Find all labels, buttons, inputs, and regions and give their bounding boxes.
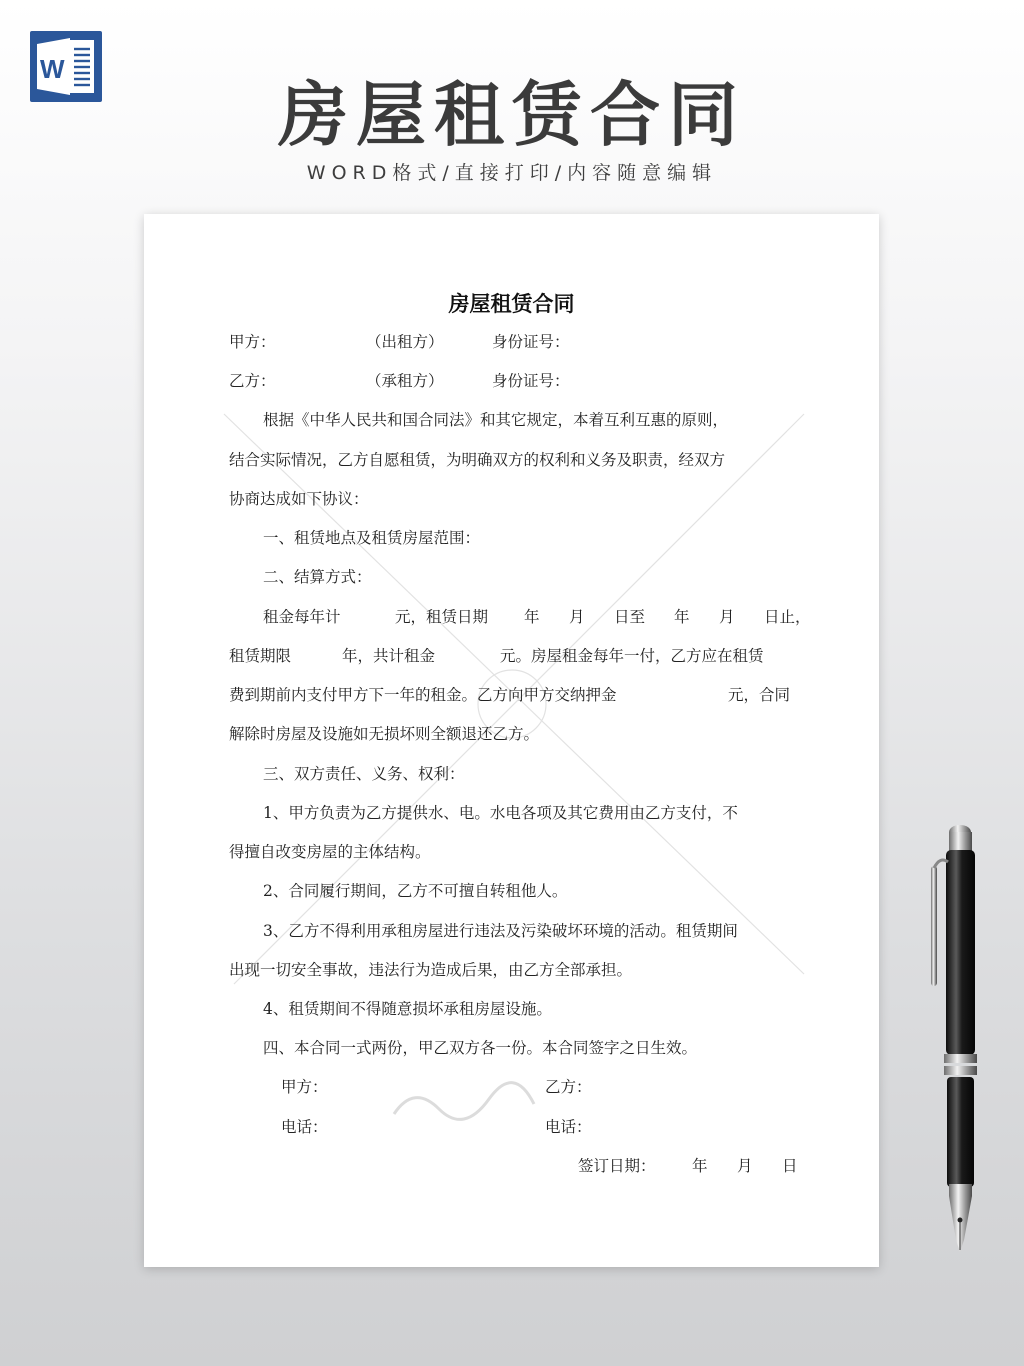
section-3-heading: 三、双方责任、义务、权利： bbox=[263, 765, 465, 783]
signature-party-b: 乙方： bbox=[545, 1078, 592, 1096]
clause-4: 4、租赁期间不得随意损坏承租房屋设施。 bbox=[263, 1000, 552, 1018]
party-a-role: （出租方） bbox=[366, 333, 444, 351]
payment-text: 年，共计租金 bbox=[342, 647, 436, 665]
word-icon-letter: W bbox=[40, 54, 65, 84]
party-b-label: 乙方： bbox=[229, 372, 276, 390]
hero-subtitle: WORD格式/直接打印/内容随意编辑 bbox=[306, 162, 718, 184]
signature-phone-b: 电话： bbox=[545, 1118, 592, 1136]
party-a-label: 甲方： bbox=[229, 333, 276, 351]
payment-text: 月 bbox=[719, 608, 735, 626]
payment-text: 费到期前内支付甲方下一年的租金。乙方向甲方交纳押金 bbox=[229, 686, 617, 704]
payment-text: 月 bbox=[569, 608, 585, 626]
payment-text: 日止， bbox=[764, 608, 811, 626]
section-1-heading: 一、租赁地点及租赁房屋范围： bbox=[263, 529, 481, 547]
sign-date-label: 签订日期： bbox=[578, 1157, 656, 1175]
payment-text: 租赁期限 bbox=[229, 647, 292, 665]
hero-title: 房屋租赁合同 bbox=[278, 74, 746, 156]
payment-text: 解除时房屋及设施如无损坏则全额退还乙方。 bbox=[229, 725, 540, 743]
party-a-id-label: 身份证号： bbox=[492, 333, 570, 351]
clause-1: 1、甲方负责为乙方提供水、电。水电各项及其它费用由乙方支付，不 bbox=[263, 804, 738, 822]
payment-text: 元，租赁日期 bbox=[395, 608, 489, 626]
document-page bbox=[144, 214, 879, 1267]
sign-date-day: 日 bbox=[782, 1157, 798, 1175]
payment-text: 年 bbox=[674, 608, 690, 626]
payment-text: 租金每年计 bbox=[263, 608, 341, 626]
intro-line-2: 结合实际情况，乙方自愿租赁，为明确双方的权利和义务及职责，经双方 bbox=[229, 451, 726, 469]
sign-date-year: 年 bbox=[692, 1157, 708, 1175]
payment-text: 日至 bbox=[614, 608, 646, 626]
party-b-role: （承租方） bbox=[366, 372, 444, 390]
signature-party-a: 甲方： bbox=[281, 1078, 328, 1096]
intro-line-1: 根据《中华人民共和国合同法》和其它规定，本着互利互惠的原则， bbox=[263, 411, 729, 429]
signature-phone-a: 电话： bbox=[281, 1118, 328, 1136]
payment-text: 元。房屋租金每年一付，乙方应在租赁 bbox=[500, 647, 764, 665]
section-2-heading: 二、结算方式： bbox=[263, 568, 372, 586]
clause-3-cont: 出现一切安全事故，违法行为造成后果，由乙方全部承担。 bbox=[229, 961, 633, 979]
clause-2: 2、合同履行期间，乙方不可擅自转租他人。 bbox=[263, 882, 568, 900]
party-b-id-label: 身份证号： bbox=[492, 372, 570, 390]
clause-3: 3、乙方不得利用承租房屋进行违法及污染破坏环境的活动。租赁期间 bbox=[263, 922, 738, 940]
document-title: 房屋租赁合同 bbox=[448, 291, 575, 316]
fountain-pen-icon bbox=[920, 822, 990, 1262]
payment-text: 元，合同 bbox=[728, 686, 791, 704]
section-4: 四、本合同一式两份，甲乙双方各一份。本合同签字之日生效。 bbox=[263, 1039, 698, 1057]
payment-text: 年 bbox=[524, 608, 540, 626]
intro-line-3: 协商达成如下协议： bbox=[229, 490, 369, 508]
clause-1-cont: 得擅自改变房屋的主体结构。 bbox=[229, 843, 431, 861]
sign-date-month: 月 bbox=[737, 1157, 753, 1175]
